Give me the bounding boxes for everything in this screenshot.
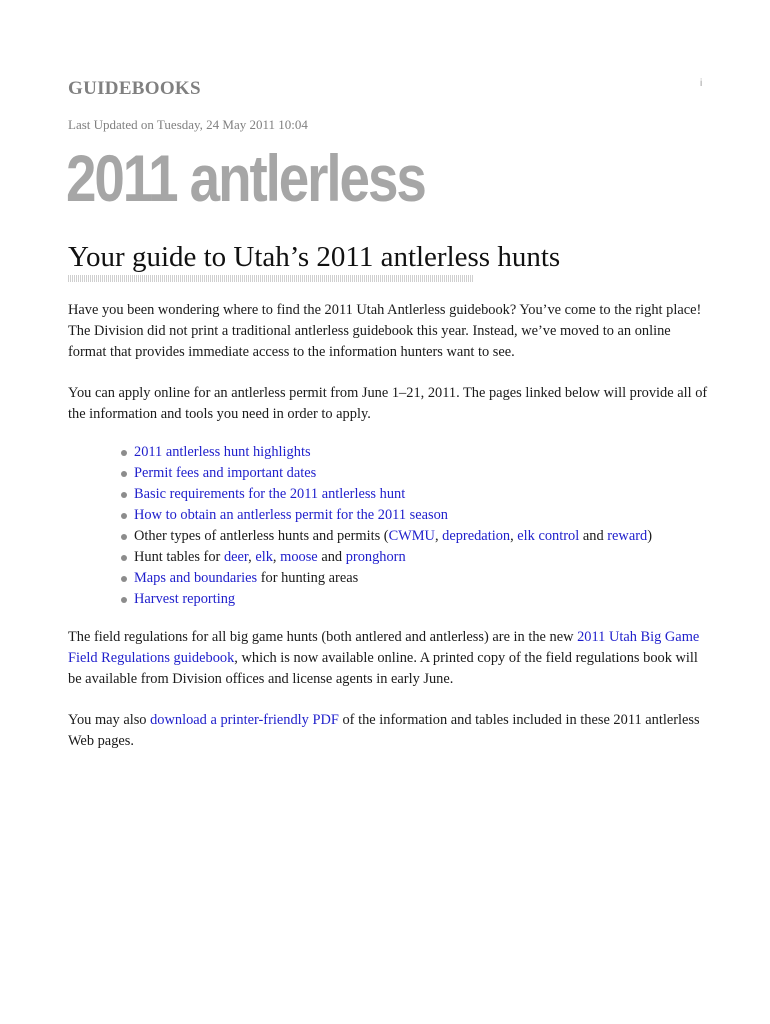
other-hunts-text: Other types of antlerless hunts and permits (	[134, 528, 389, 544]
list-item	[120, 442, 708, 463]
apply-paragraph: You can apply online for an antlerless permit from June 1–21, 2011. The pages linked below will provide all of the information and tools you need in order to apply.	[68, 385, 708, 422]
page-title: Your guide to Utah’s 2011 antlerless hunts	[68, 241, 561, 273]
and-text: and	[582, 528, 604, 544]
maps-suffix-text: for hunting areas	[260, 570, 359, 586]
elk-link[interactable]: elk	[255, 549, 273, 565]
moose-link[interactable]: moose	[280, 549, 318, 565]
field-regs-text: The field regulations for all big game hunts (both antlered and antlerless) are in the new	[68, 629, 574, 645]
field-regs-text-after: , which is now available online. A printed copy of the field regulations book will be available from Division offices and license agents in early June.	[68, 650, 698, 687]
last-updated: Last Updated on Tuesday, 24 May 2011 10:04	[68, 117, 308, 132]
permit-fees-link[interactable]: Permit fees and important dates	[134, 465, 317, 481]
section-title: GUIDEBOOKS	[68, 78, 201, 99]
list-item	[120, 568, 708, 589]
reward-link[interactable]: reward	[607, 528, 648, 544]
harvest-reporting-link[interactable]: Harvest reporting	[134, 591, 236, 607]
obtain-permit-link[interactable]: How to obtain an antlerless permit for the 2011 season	[134, 507, 448, 523]
deer-link[interactable]: deer	[223, 549, 249, 565]
download-pdf-link[interactable]: download a printer-friendly PDF	[150, 712, 339, 728]
elk-control-link[interactable]: elk control	[517, 528, 580, 544]
field-regs-paragraph	[68, 627, 708, 690]
cwmu-link[interactable]: CWMU	[388, 528, 435, 544]
pronghorn-link[interactable]: pronghorn	[345, 549, 406, 565]
close-paren-text: )	[647, 528, 652, 544]
guide-link-list	[68, 442, 708, 610]
list-item	[120, 589, 708, 610]
list-item: Other types of antlerless hunts and permits (CWMU, depredation, elk control and reward)	[120, 526, 708, 547]
hunt-tables-text: Hunt tables for	[134, 549, 221, 565]
info-icon: i	[700, 78, 703, 89]
pdf-paragraph	[68, 710, 708, 752]
maps-boundaries-link[interactable]: Maps and boundaries	[134, 570, 258, 586]
list-item: Hunt tables for deer, elk, moose and pronghorn	[120, 547, 708, 568]
list-item	[120, 484, 708, 505]
field-regulations-link[interactable]: 2011 Utah Big Game Field Regulations guidebook	[68, 629, 700, 666]
hunt-highlights-link[interactable]: 2011 antlerless hunt highlights	[134, 444, 311, 460]
basic-requirements-link[interactable]: Basic requirements for the 2011 antlerless hunt	[134, 486, 406, 502]
depredation-link[interactable]: depredation	[442, 528, 511, 544]
banner-image: 2011 antlerless	[66, 141, 425, 215]
pdf-text: You may also	[68, 712, 147, 728]
list-item	[120, 463, 708, 484]
intro-paragraph: Have you been wondering where to find the 2011 Utah Antlerless guidebook? You’ve come to the right place! The Division did not print a traditional antlerless guidebook this year. Instead, we’ve moved to an online format that provides immediate access to the information hunters want to see.	[68, 302, 702, 360]
and-text: and	[321, 549, 343, 565]
pdf-text-after: of the information and tables included in these 2011 antlerless Web pages.	[68, 712, 700, 749]
list-item	[120, 505, 708, 526]
article-body	[68, 300, 708, 772]
headline-block	[68, 237, 560, 282]
